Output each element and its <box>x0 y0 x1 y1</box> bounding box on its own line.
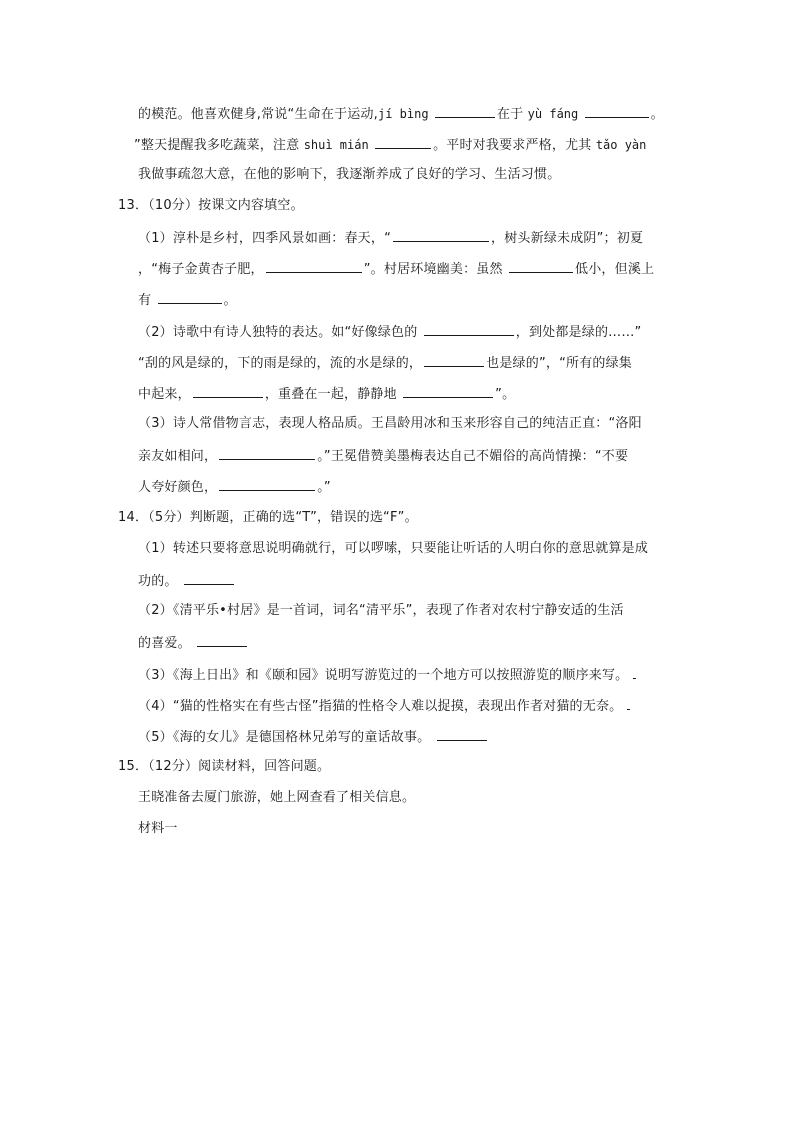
q15-material-label: 材料一 <box>138 821 178 836</box>
question-text: 的喜爱。 <box>138 636 191 651</box>
answer-blank[interactable] <box>219 478 315 491</box>
q15-intro-text: 王晓准备去厦门旅游，她上网查看了相关信息。 <box>138 790 416 805</box>
answer-blank[interactable] <box>424 323 514 336</box>
question-text: （4）“猫的性格实在有些古怪”指猫的性格令人难以捉摸，表现出作者对猫的无奈。 <box>138 699 623 714</box>
question-text: 亲友如相问， <box>138 449 218 464</box>
intro-text: 。 <box>650 107 664 122</box>
question-text: ，树头新绿未成阴”；初夏 <box>491 231 644 246</box>
q13-part1-line1 <box>138 229 643 247</box>
q14-item1-line1: （1）转述只要将意思说明确就行，可以啰嗦，只要能让听话的人明白你的意思就算是成 <box>138 541 649 556</box>
question-text: ，到处都是绿的……” <box>515 325 642 340</box>
answer-blank[interactable] <box>219 447 315 460</box>
q13-part3-line1: （3）诗人常借物言志，表现人格品质。王昌龄用冰和玉来形容自己的纯洁正直：“洛阳 <box>138 416 642 431</box>
question-text: “刮的风是绿的，下的雨是绿的，流的水是绿的， <box>138 356 423 371</box>
q13-part3-line2 <box>138 447 628 465</box>
question-text: （5）《海的女儿》是德国格林兄弟写的童话故事。 <box>138 730 431 745</box>
pinyin-label: jí bìng <box>378 107 429 121</box>
q13-part1-line2 <box>138 260 654 278</box>
answer-blank[interactable] <box>158 291 222 304</box>
question-text: ”。村居环境幽美：虽然 <box>363 262 503 277</box>
question-text: 。”王冕借赞美墨梅表达自己不媚俗的高尚情操：“不要 <box>317 449 629 464</box>
question-text: 人夸好颜色， <box>138 480 218 495</box>
pinyin-label: yù fáng <box>527 107 579 121</box>
question-text: 中起来， <box>138 387 191 402</box>
question-text: （3）《海上日出》和《颐和园》说明写游览过的一个地方可以按照游览的顺序来写。 <box>138 668 629 683</box>
q13-part2-line1 <box>138 323 642 341</box>
question-text: 有 <box>138 293 152 308</box>
q14-item5 <box>138 728 489 746</box>
question-text: ，重叠在一起，静静地 <box>264 387 397 402</box>
pinyin-label: tǎo yàn <box>595 138 647 152</box>
answer-blank[interactable] <box>509 260 573 273</box>
intro-line-3: 我做事疏忽大意，在他的影响下，我逐渐养成了良好的学习、生活习惯。 <box>138 167 561 182</box>
answer-blank[interactable] <box>393 229 489 242</box>
question-text: 。” <box>317 480 331 495</box>
intro-text: 的模范。他喜欢健身,常说“生命在于运动, <box>138 107 378 122</box>
answer-blank[interactable] <box>193 385 263 398</box>
answer-blank[interactable] <box>627 697 630 710</box>
pinyin-label: shuì mián <box>303 138 369 152</box>
answer-blank[interactable] <box>184 572 234 585</box>
answer-blank[interactable] <box>437 728 487 741</box>
question-text: ”。 <box>495 387 516 402</box>
question-text: （2）诗歌中有诗人独特的表达。如“好像绿色的 <box>138 325 418 340</box>
question-13-heading: 13．（10分）按课文内容填空。 <box>118 198 304 213</box>
question-text: 也是绿的”，“所有的绿集 <box>486 356 633 371</box>
answer-blank[interactable] <box>375 136 431 149</box>
question-text: （1）淳朴是乡村，四季风景如画：春天，“ <box>138 231 392 246</box>
intro-line-2 <box>134 136 646 154</box>
intro-line-1 <box>138 105 664 123</box>
question-text: 。 <box>223 293 237 308</box>
question-14-heading: 14．（5分）判断题，正确的选“T”，错误的选“F”。 <box>118 510 418 525</box>
question-text: 功的。 <box>138 574 178 589</box>
question-text: 低小，但溪上 <box>575 262 655 277</box>
answer-blank[interactable] <box>585 105 649 118</box>
answer-blank[interactable] <box>266 260 362 273</box>
q14-item3 <box>138 666 636 684</box>
q13-part1-line3 <box>138 291 237 309</box>
answer-blank[interactable] <box>424 354 484 367</box>
question-text: ，“梅子金黄杏子肥， <box>138 262 264 277</box>
q14-item4 <box>138 697 630 715</box>
q14-item2-line1: （2）《清平乐•村居》是一首词，词名“清平乐”，表现了作者对农村宁静安适的生活 <box>138 603 624 618</box>
q13-part2-line3 <box>138 385 515 403</box>
answer-blank[interactable] <box>197 634 247 647</box>
intro-text: ”整天提醒我多吃蔬菜，注意 <box>134 138 300 153</box>
q14-item2-line2 <box>138 634 249 652</box>
q13-part3-line3 <box>138 478 331 496</box>
intro-text: 。平时对我要求严格，尤其 <box>433 138 592 153</box>
answer-blank[interactable] <box>403 385 493 398</box>
intro-text: 在于 <box>496 107 524 122</box>
q14-item1-line2 <box>138 572 236 590</box>
q13-part2-line2 <box>138 354 632 372</box>
question-15-heading: 15．（12分）阅读材料，回答问题。 <box>118 759 331 774</box>
answer-blank[interactable] <box>633 666 636 679</box>
answer-blank[interactable] <box>435 105 495 118</box>
